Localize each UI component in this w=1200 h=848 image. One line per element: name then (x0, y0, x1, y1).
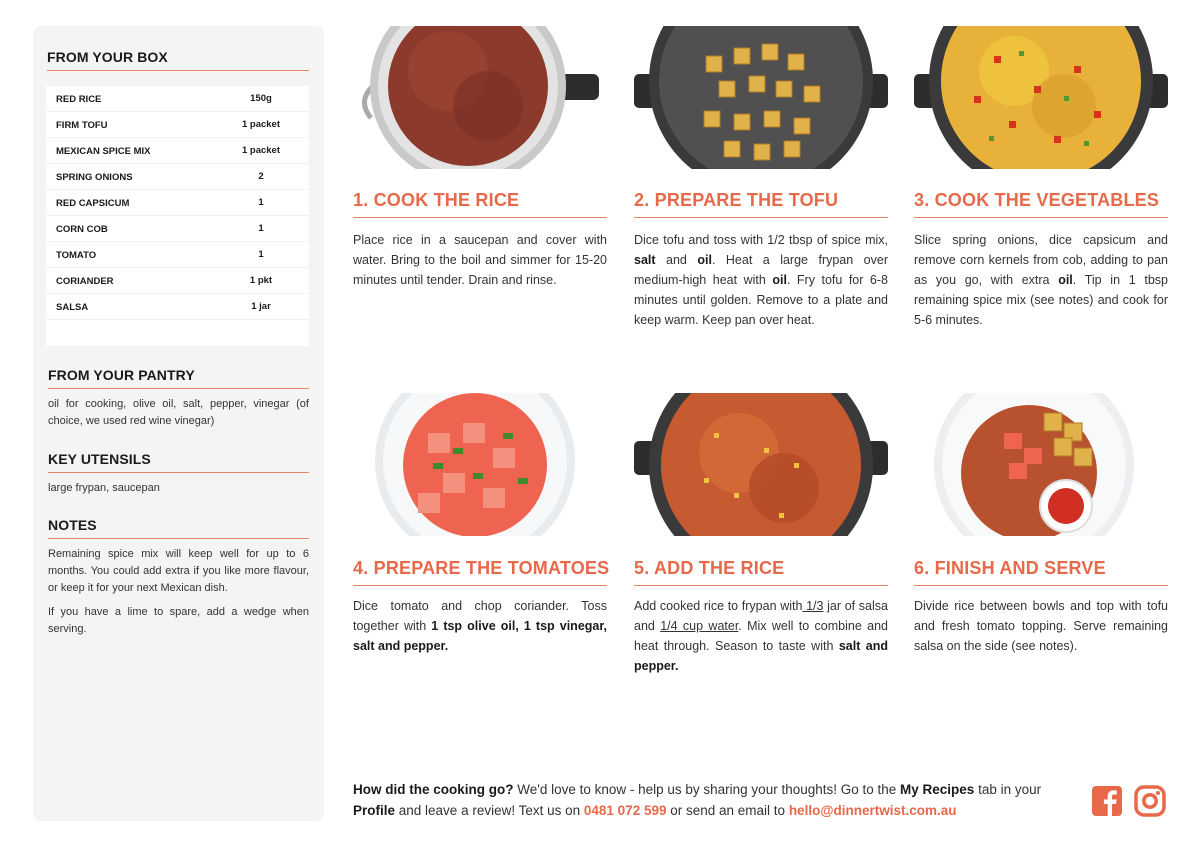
text-run: My Recipes (900, 782, 975, 797)
ingredient-name: TOMATO (56, 250, 97, 261)
text-run: 1/4 cup water (660, 619, 739, 633)
step-1-title: 1. COOK THE RICE (353, 190, 607, 218)
step-6-photo (914, 393, 1168, 536)
step-6-title: 6. FINISH AND SERVE (914, 558, 1168, 586)
contact-link[interactable]: hello@dinnertwist.com.au (788, 803, 957, 818)
text-run: Divide rice between bowls and top with tofu and fresh tomato topping. Serve remaining salsa on the side (see notes). (914, 599, 1168, 653)
step-3-text (914, 230, 1168, 330)
ingredient-name: SPRING ONIONS (56, 172, 133, 183)
ingredient-qty: 1 jar (251, 301, 271, 312)
step-4-text (353, 596, 607, 656)
pantry-text: oil for cooking, olive oil, salt, pepper, vinegar (of choice, we used red wine vinegar) (48, 398, 309, 427)
text-run: We'd love to know - help us by sharing your thoughts! Go to the (513, 782, 901, 797)
ingredient-name: SALSA (56, 302, 89, 313)
step-1-photo (353, 26, 607, 169)
ingredient-qty: 1 (258, 197, 264, 208)
box-title: FROM YOUR BOX (47, 49, 309, 71)
ingredient-row (46, 164, 309, 190)
text-run: 1/3 (802, 599, 824, 613)
ingredient-name: RED RICE (56, 94, 102, 105)
ingredient-row (46, 86, 309, 112)
ingredient-qty: 1 (258, 223, 264, 234)
step-4-title: 4. PREPARE THE TOMATOES (353, 558, 607, 586)
ingredient-name: MEXICAN SPICE MIX (56, 146, 151, 157)
text-run: Dice tomato and chop coriander. Toss together with (353, 599, 607, 633)
text-run: oil (697, 253, 712, 267)
ingredient-name: CORN COB (56, 224, 108, 235)
step-6-text (914, 596, 1168, 656)
text-run: tab in your (974, 782, 1042, 797)
step-3-title: 3. COOK THE VEGETABLES (914, 190, 1168, 218)
text-run: Place rice in a saucepan and cover with water. Bring to the boil and simmer for 15-20 minutes until tender. Drain and rinse. (353, 233, 607, 287)
note-paragraph: Remaining spice mix will keep well for up to 6 months. You could add extra if you like more flavour, or keep it for your next Mexican dish. (48, 548, 309, 594)
step-3-photo (914, 26, 1168, 169)
text-run: Dice tofu and toss with 1/2 tbsp of spice mix, (634, 233, 888, 247)
ingredient-row (46, 216, 309, 242)
text-run: How did the cooking go? (353, 782, 514, 797)
text-run: Slice spring onions, dice capsicum and remove corn kernels from cob, adding to pan as you go, with extra (914, 233, 1168, 287)
text-run: 1 tsp olive oil, 1 tsp vinegar, salt and pepper. (353, 619, 608, 653)
ingredient-qty: 1 pkt (249, 275, 273, 286)
ingredient-qty: 150g (250, 93, 272, 104)
ingredient-row (46, 294, 309, 320)
step-5-title: 5. ADD THE RICE (634, 558, 888, 586)
text-run: and leave a review! Text us on (395, 803, 584, 818)
step-2-title: 2. PREPARE THE TOFU (634, 190, 888, 218)
ingredient-name: RED CAPSICUM (56, 198, 130, 209)
sidebar (33, 26, 324, 821)
text-run: salt (634, 253, 656, 267)
step-4-photo (353, 393, 607, 536)
text-run: . Tip in 1 tbsp remaining spice mix (see notes) and cook for 5-6 minutes. (914, 273, 1168, 327)
instagram-icon[interactable] (1134, 785, 1166, 817)
step-5-photo (634, 393, 888, 536)
ingredient-row (46, 112, 309, 138)
feedback-footer (353, 779, 1073, 821)
utensils-text: large frypan, saucepan (48, 482, 160, 494)
ingredient-qty: 1 packet (241, 119, 281, 130)
facebook-icon[interactable] (1091, 785, 1123, 817)
ingredient-qty: 1 (258, 249, 264, 260)
ingredients-table (46, 86, 309, 346)
text-run: . Heat a large frypan over medium-high heat with (634, 253, 888, 287)
text-run: Add cooked rice to frypan with (634, 599, 803, 613)
ingredient-qty: 1 packet (241, 145, 281, 156)
ingredient-name: CORIANDER (56, 276, 114, 287)
text-run: or send an email to (666, 803, 789, 818)
notes-title: NOTES (48, 517, 309, 539)
step-5-text (634, 596, 888, 676)
pantry-title: FROM YOUR PANTRY (48, 367, 309, 389)
step-1-text (353, 230, 607, 290)
text-run: oil (1058, 273, 1073, 287)
text-run: salt and pepper. (634, 639, 888, 673)
step-2-photo (634, 26, 888, 169)
ingredient-name: FIRM TOFU (56, 120, 108, 131)
ingredient-row (46, 242, 309, 268)
ingredient-row (46, 138, 309, 164)
text-run: . Fry tofu for 6-8 minutes until golden. Remove to a plate and keep warm. Keep pan over heat. (634, 273, 888, 327)
text-run: and (655, 253, 698, 267)
ingredient-qty: 2 (258, 171, 264, 182)
contact-link[interactable]: 0481 072 599 (583, 803, 667, 818)
ingredient-row (46, 190, 309, 216)
note-paragraph: If you have a lime to spare, add a wedge when serving. (48, 606, 309, 635)
step-2-text (634, 230, 888, 330)
text-run: . Mix well to combine and heat through. Season to taste with (634, 619, 888, 653)
text-run: oil (772, 273, 787, 287)
text-run: jar of salsa and (634, 599, 888, 633)
text-run: Profile (353, 803, 396, 818)
ingredient-row (46, 268, 309, 294)
utensils-title: KEY UTENSILS (48, 451, 309, 473)
